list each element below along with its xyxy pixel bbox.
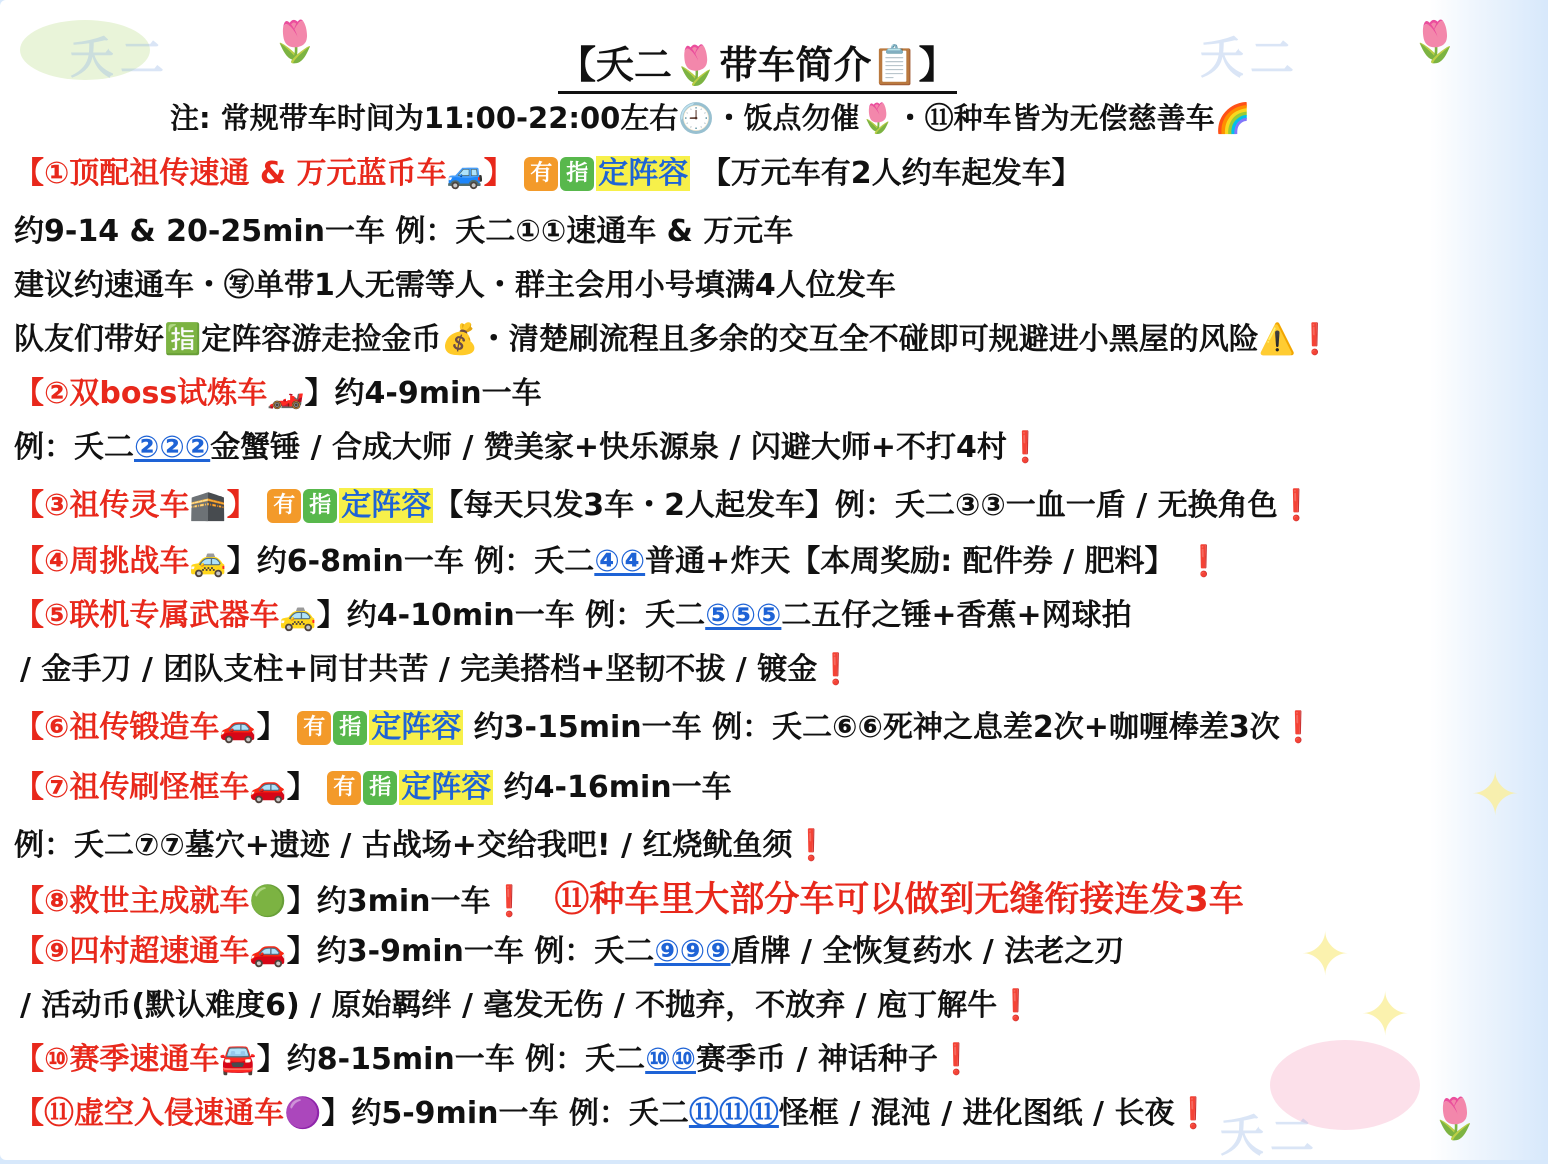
watermark-top-left: 夭二 [70,33,170,84]
zhi-tag-icon: 指 [363,771,397,805]
lineup-badge: 定阵容 [341,488,432,523]
row-4-num: ④④ [594,544,646,579]
row-3 [14,486,1315,526]
row-9 [14,932,1124,972]
you-tag-icon: 有 [327,771,361,805]
row-11-name: 【⑪虚空入侵速通车🟣 [14,1096,322,1131]
row-2-ex-pre: 例：夭二 [14,430,134,465]
row-2-name: 【②双boss试炼车🏎️ [14,376,305,411]
row-2 [14,374,542,414]
row-5-line-2-text: / 金手刀 / 团队支柱+同甘共苦 / 完美搭档+坚韧不拔 / 镀金 [20,652,818,687]
row-6 [14,708,1317,748]
exclaim-icon: ❗ [1174,1096,1212,1131]
row-10-name: 【⑩赛季速通车🚘 [14,1042,257,1077]
row-3-after: 【每天只发3车・2人起发车】例：夭二③③一血一盾 / 无换角色 [433,488,1278,523]
row-1-line-2: 约9-14 & 20-25min一车 例：夭二①①速通车 & 万元车 [14,214,794,249]
row-2-ex-post: 金蟹锤 / 合成大师 / 赞美家+快乐源泉 / 闪避大师+不打4村 [210,430,1007,465]
row-7-line-2 [14,826,830,866]
row-2-ex-num: ②②② [134,430,211,465]
row-1-after: 【万元车有2人约车起发车】 [700,156,1082,191]
lineup-badge: 定阵容 [371,710,462,745]
row-4 [14,542,1222,582]
row-9-line-2-text: / 活动币(默认难度6) / 原始羁绊 / 毫发无伤 / 不抛弃，不放弃 / 庖丁解牛 [20,988,998,1023]
row-1-name: 【①顶配祖传速通 & 万元蓝币车🚙】 [14,156,514,191]
exclaim-icon: ❗ [1279,710,1318,745]
zhi-tag-icon: 指 [303,489,337,523]
you-tag-icon: 有 [524,157,558,191]
row-7-after: 约4-16min一车 [503,770,732,805]
row-8-name: 【⑧救世主成就车🟢 [14,884,287,919]
row-9-num: ⑨⑨⑨ [654,934,731,969]
row-1-line-4 [14,320,1333,360]
row-7 [14,768,732,808]
tulip-icon: 🌷 [1430,1096,1480,1142]
exclaim-icon: ❗ [490,884,528,919]
you-tag-icon: 有 [297,711,331,745]
row-10-num: ⑩⑩ [645,1042,696,1077]
exclaim-icon: ❗ [1006,430,1045,465]
you-tag-icon: 有 [267,489,301,523]
row-9-line-2 [20,986,1034,1026]
tulip-icon: 🌷 [270,19,320,65]
row-10 [14,1040,975,1080]
row-1-line-3: 建议约速通车・㊢单带1人无需等人・群主会用小号填满4人位发车 [14,268,896,303]
row-5-num: ⑤⑤⑤ [705,598,782,633]
exclaim-icon: ❗ [1185,544,1223,579]
note-line: 注: 常规带车时间为11:00-22:00左右🕘・饭点勿催🌷・⑪种车皆为无偿慈善车🌈 [170,101,1251,135]
row-9-post: 盾牌 / 全恢复药水 / 法老之刃 [730,934,1125,969]
row-1 [14,154,1082,194]
page-title: 【夭二🌷带车简介📋】 [558,34,957,94]
card-edge [1430,0,1548,1160]
star-icon: ✦ [1360,980,1411,1050]
row-6-name: 【⑥祖传锻造车🚗 [14,710,257,745]
row-5-line-2 [20,650,855,690]
row-4-post: 普通+炸天【本周奖励: 配件券 / 肥料】 [645,544,1175,579]
row-11-after: 】约5-9min一车 例：夭二 [321,1096,689,1131]
watermark-bottom-right: 夭二 [1220,1111,1320,1162]
row-5-after: 】约4-10min一车 例：夭二 [316,598,706,633]
row-4-name: 【④周挑战车🚕 [14,544,227,579]
exclaim-icon: ❗ [817,652,855,687]
row-10-post: 赛季币 / 神话种子 [696,1042,938,1077]
row-7-name: 【⑦祖传刷怪框车🚗 [14,770,287,805]
row-9-name: 【⑨四村超速通车🚗 [14,934,287,969]
zhi-tag-icon: 指 [560,157,594,191]
row-9-after: 】约3-9min一车 例：夭二 [286,934,655,969]
row-5-post: 二五仔之锤+香蕉+网球拍 [781,598,1132,633]
exclaim-icon: ❗ [792,828,830,863]
tulip-icon: 🌷 [1410,19,1460,65]
close-bracket: 】 [286,770,317,805]
exclaim-icon: ❗ [937,1042,976,1077]
lineup-badge: 定阵容 [598,156,689,191]
row-1-line-4-text: 队友们带好🈯定阵容游走捡金币💰・清楚刷流程且多余的交互全不碰即可规避进小黑屋的风险⚠️ [14,322,1297,357]
row-2-after: 】约4-9min一车 [304,376,542,411]
lineup-badge: 定阵容 [401,770,492,805]
star-icon: ✦ [1300,920,1351,990]
zhi-tag-icon: 指 [333,711,367,745]
highlight-note: ⑪种车里大部分车可以做到无缝衔接连发3车 [554,880,1244,920]
row-8 [14,880,1244,922]
row-4-after: 】约6-8min一车 例：夭二 [226,544,595,579]
row-5 [14,596,1132,636]
watermark-top-right: 夭二 [1200,33,1300,84]
close-bracket: 】 [256,710,287,745]
star-icon: ✦ [1470,760,1521,830]
row-6-after: 约3-15min一车 例：夭二⑥⑥死神之息差2次+咖喱棒差3次 [473,710,1280,745]
row-5-name: 【⑤联机专属武器车🚕 [14,598,317,633]
row-8-after: 】约3min一车 [286,884,491,919]
exclaim-icon: ❗ [997,988,1035,1023]
row-11-post: 怪框 / 混沌 / 进化图纸 / 长夜 [778,1096,1175,1131]
row-10-after: 】约8-15min一车 例：夭二 [256,1042,646,1077]
exclaim-icon: ❗ [1296,322,1334,357]
row-7-line-2-text: 例：夭二⑦⑦墓穴+遗迹 / 古战场+交给我吧! / 红烧鱿鱼须 [14,828,793,863]
exclaim-icon: ❗ [1277,488,1315,523]
row-3-name: 【③祖传灵车🕋】 [14,488,257,523]
row-11-num: ⑪⑪⑪ [688,1096,779,1131]
row-2-example [14,428,1044,468]
row-11 [14,1094,1212,1134]
